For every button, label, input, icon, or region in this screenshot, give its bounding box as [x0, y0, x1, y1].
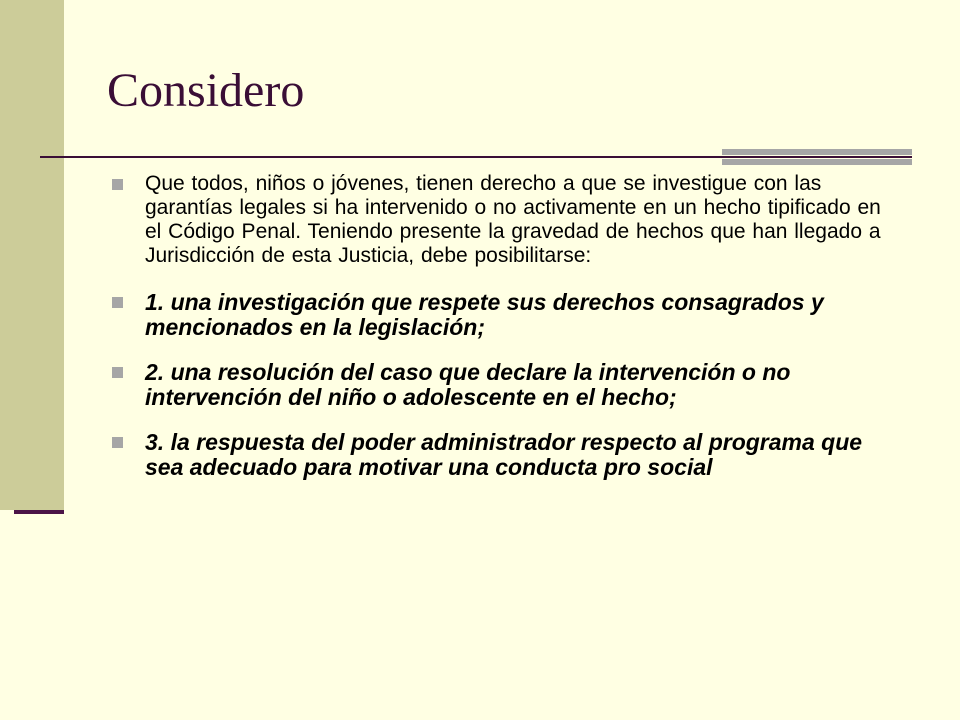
title-divider-accent [722, 149, 912, 165]
left-decorative-band [0, 0, 64, 510]
left-band-underline [14, 510, 64, 514]
square-bullet-icon [112, 297, 123, 308]
bullet-item [108, 290, 900, 340]
bullet-text: 1. una investigación que respete sus derechos consagrados y mencionados en la legislación; [145, 289, 824, 340]
bullet-text: 3. la respuesta del poder administrador respecto al programa que sea adecuado para motivar una conducta pro social [145, 429, 863, 480]
square-bullet-icon [112, 179, 123, 190]
bullet-text: 2. una resolución del caso que declare la intervención o no intervención del niño o adolescente en el hecho; [145, 359, 791, 410]
square-bullet-icon [112, 367, 123, 378]
bullet-item [108, 360, 900, 410]
square-bullet-icon [112, 437, 123, 448]
bullet-item [108, 430, 900, 480]
slide-title: Considero [107, 64, 305, 117]
bullet-item [108, 172, 900, 268]
bullet-text: Que todos, niños o jóvenes, tienen derecho a que se investigue con las garantías legales si ha intervenido o no activamente en un hecho tipificado en el Código Penal. Teniendo presente la gravedad de hechos que han llegado a Jurisdicción de esta Justicia, debe posibilitarse: [145, 172, 881, 267]
bullet-list [108, 172, 900, 500]
